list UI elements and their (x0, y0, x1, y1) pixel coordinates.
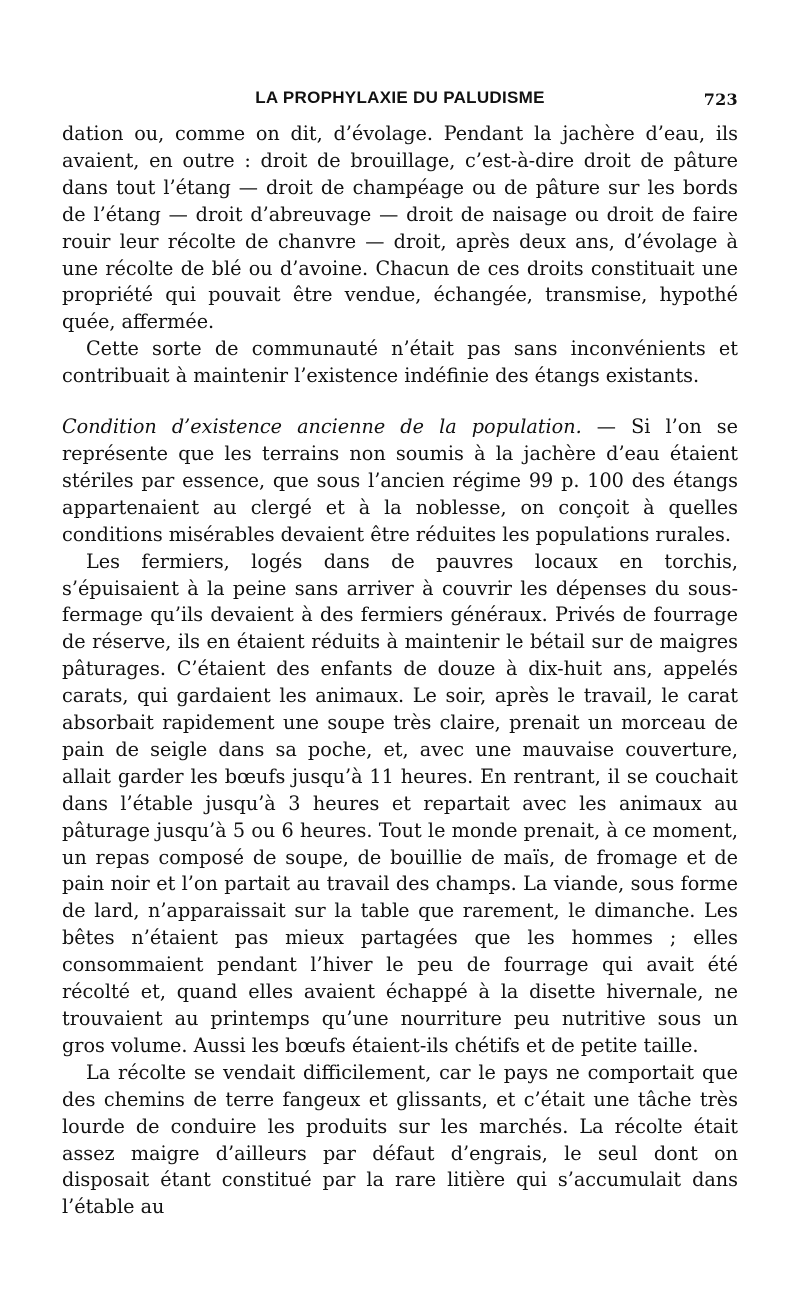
body-text (62, 121, 738, 1221)
book-page (62, 82, 738, 1221)
running-title: LA PROPHYLAXIE DU PALUDISME (255, 88, 545, 107)
paragraph-communaute: Cette sorte de communauté n’était pas sans inconvénients et contribuait à maintenir l’existence indéfinie des étangs existants. (62, 337, 738, 388)
page-number: 723 (703, 90, 738, 109)
paragraph-recolte: La récolte se vendait difficilement, car le pays ne comportait que des chemins de terre fangeux et glissants, et c’était une tâche très lourde de conduire les produits sur les marchés. La récolte était assez maigre d’ailleurs par défaut d’engrais, le seul dont on disposait étant constitué par la rare litière qui s’accumulait dans l’étable au (62, 1060, 738, 1219)
running-head (62, 82, 738, 116)
section-heading: Condition d’existence ancienne de la population. (62, 415, 582, 439)
section-gap (62, 390, 738, 414)
paragraph-fermiers: Les fermiers, logés dans de pauvres locaux en torchis, s’épuisaient à la peine sans arriver à couvrir les dépenses du sous-fermage qu’ils devaient à des fermiers généraux. Privés de fourrage de réserve, ils en étaient réduits à maintenir le bétail sur de maigres pâturages. C’étaient des enfants de douze à dix-huit ans, appelés carats, qui gardaient les animaux. Le soir, après le travail, le carat absorbait rapidement une soupe très claire, prenait un morceau de pain de seigle dans sa poche, et, avec une mauvaise couverture, allait garder les bœufs jusqu’à 11 heures. En rentrant, il se couchait dans l’étable jusqu’à 3 heures et repartait avec les animaux au pâturage jusqu’à 5 ou 6 heures. Tout le monde prenait, à ce moment, un repas composé de soupe, de bouillie de maïs, de fromage et de pain noir et l’on partait au travail des champs. La viande, sous forme de lard, n’apparaissait sur la table que rarement, le dimanche. Les bêtes n’étaient pas mieux partagées que les hommes ; elles consommaient pendant l’hiver le peu de fourrage qui avait été récolté et, quand elles avaient échappé à la disette hivernale, ne trouvaient au printemps qu’une nourriture peu nutritive sous un gros volume. Aussi les bœufs étaient-ils chétifs et de petite taille. (62, 549, 738, 1057)
paragraph-continued: dation ou, comme on dit, d’évolage. Pendant la jachère d’eau, ils avaient, en outre : droit de brouillage, c’est-à-dire droit de pâture dans tout l’étang — droit de champéage ou de pâture sur les bords de l’étang — droit d’abreuvage — droit de naisage ou droit de faire rouir leur récolte de chanvre — droit, après deux ans, d’évolage à une récolte de blé ou d’avoine. Chacun de ces droits constituait une propriété qui pouvait être vendue, échangée, transmise, hypothé quée, affermée. (62, 122, 738, 334)
paragraph-condition (62, 414, 738, 549)
paragraph-condition-text: — Si l’on se représente que les terrains non soumis à la jachère d’eau étaient stériles par essence, que sous l’ancien régime 99 p. 100 des étangs appartenaient au clergé et à la noblesse, on conçoit à quelles conditions misérables devaient être réduites les populations rurales. (62, 415, 738, 546)
